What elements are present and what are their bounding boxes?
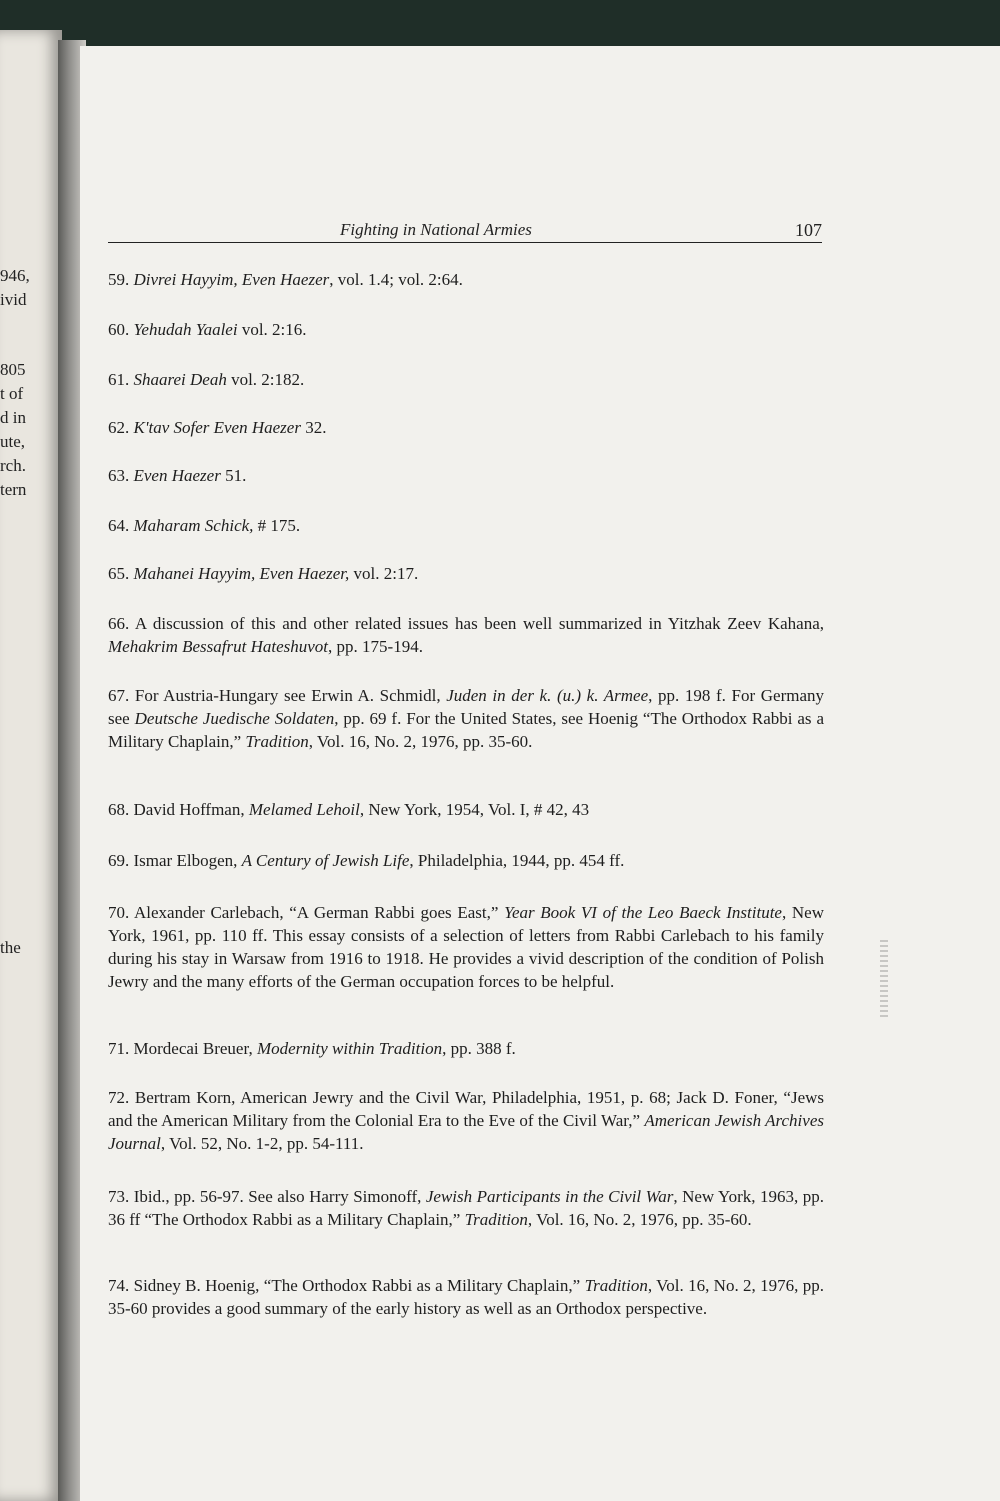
endnote-title: A Century of Jewish Life [241, 851, 410, 870]
endnote-number: 73. [108, 1187, 134, 1206]
endnote-text: 51. [220, 466, 247, 485]
endnote-number: 61. [108, 370, 134, 389]
endnote-text: David Hoffman, [133, 800, 249, 819]
endnote-text: , pp. 388 f. [442, 1039, 516, 1058]
endnote-text: Alexander Carlebach, “A German Rabbi goes East,” [133, 903, 505, 922]
endnote-text: , New York, 1963, pp. 36 ff “The Orthodox Rabbi as a Military Chaplain,” [108, 1187, 824, 1229]
endnote-text: , New York, 1954, Vol. I, # 42, 43 [359, 800, 590, 819]
endnote-text: , Vol. 16, No. 2, 1976, pp. 35-60. [308, 732, 533, 751]
endnote [108, 268, 824, 291]
endnote-text: , Philadelphia, 1944, pp. 454 ff. [409, 851, 625, 870]
facing-page-text: the [0, 938, 21, 957]
endnote-number: 67. [108, 686, 135, 705]
endnote [108, 612, 824, 658]
endnote [108, 514, 824, 537]
endnote-text: Sidney B. Hoenig, “The Orthodox Rabbi as a Military Chaplain,” [133, 1276, 585, 1295]
facing-page-text: t of [0, 384, 24, 403]
endnote-text: , pp. 69 f. For the United States, see Hoenig “The Orthodox Rabbi as a Military Chaplain,” [108, 709, 825, 751]
endnote-title: Yehudah Yaalei [133, 320, 238, 339]
endnote-text: A discussion of this and other related issues has been well summarized in Yitzhak Zeev Kahana, [134, 614, 824, 633]
endnote-title: Mahanei Hayyim, Even Haezer, [133, 564, 350, 583]
endnote-text: Ibid., pp. 56-97. See also Harry Simonoff, [133, 1187, 426, 1206]
endnote-title: K'tav Sofer Even Haezer [133, 418, 301, 437]
endnote [108, 416, 824, 439]
endnote-text: Bertram Korn, American Jewry and the Civil War, Philadelphia, 1951, p. 68; Jack D. Foner, “Jews and the American Military from the Colonial Era to the Eve of the Civil War,” [108, 1088, 825, 1130]
endnote [108, 798, 824, 821]
endnote-title: Tradition [584, 1276, 648, 1295]
page-edge-mark [880, 940, 888, 1020]
endnote-number: 59. [108, 270, 134, 289]
endnote-number: 70. [108, 903, 134, 922]
endnote-title: Tradition [464, 1210, 528, 1229]
endnote [108, 849, 824, 872]
endnote [108, 684, 824, 753]
endnote-text: , Vol. 16, No. 2, 1976, pp. 35-60 provides a good summary of the early history as well as an Orthodox perspective. [108, 1276, 825, 1318]
endnote [108, 1037, 824, 1060]
endnote [108, 1274, 824, 1320]
endnote-number: 74. [108, 1276, 134, 1295]
endnote-text: vol. 2:16. [237, 320, 307, 339]
endnote-number: 62. [108, 418, 134, 437]
endnote [108, 1086, 824, 1155]
endnote-text: , pp. 175-194. [328, 637, 423, 656]
endnote [108, 368, 824, 391]
endnote-number: 65. [108, 564, 134, 583]
endnote-text: , New York, 1961, pp. 110 ff. This essay consists of a selection of letters from Rabbi Carlebach to his family during his stay in Warsaw from 1916 to 1918. He provides a vivid description of the condition of Polish Jewry and the many efforts of the German occupation forces to be helpful. [108, 903, 824, 991]
endnote-title: Modernity within Tradition [256, 1039, 443, 1058]
endnote [108, 1185, 824, 1231]
endnote-text: vol. 2:182. [226, 370, 305, 389]
page-header [108, 220, 822, 243]
endnote-number: 71. [108, 1039, 134, 1058]
endnote-number: 68. [108, 800, 134, 819]
endnote [108, 901, 824, 993]
facing-page [0, 30, 62, 1501]
endnote-title: Mehakrim Bessafrut Hateshuvot [108, 637, 329, 656]
endnote-text: , Vol. 16, No. 2, 1976, pp. 35-60. [527, 1210, 752, 1229]
facing-page-text: 805 [0, 360, 26, 379]
endnote-title: Shaarei Deah [133, 370, 227, 389]
endnote [108, 562, 824, 585]
endnote [108, 464, 824, 487]
endnote-text: , pp. 198 f. For Germany see [108, 686, 825, 728]
endnote-number: 72. [108, 1088, 135, 1107]
facing-page-text: ute, [0, 432, 26, 451]
facing-page-text: tern [0, 480, 27, 499]
endnote-title: Juden in der k. (u.) k. Armee [446, 686, 649, 705]
endnote-title: Melamed Lehoil [248, 800, 360, 819]
endnote-text: , vol. 1.4; vol. 2:64. [329, 270, 463, 289]
facing-page-text: d in [0, 408, 26, 427]
endnote-number: 64. [108, 516, 134, 535]
endnote-text: For Austria-Hungary see Erwin A. Schmidl, [134, 686, 447, 705]
endnote-title: Jewish Participants in the Civil War [425, 1187, 674, 1206]
endnote-number: 63. [108, 466, 134, 485]
endnote-number: 69. [108, 851, 134, 870]
running-head: Fighting in National Armies [340, 220, 532, 239]
endnote-text: # 175. [253, 516, 301, 535]
facing-page-text: rch. [0, 456, 26, 475]
endnote-title: American Jewish Archives Journal [108, 1111, 824, 1153]
endnote [108, 318, 824, 341]
page-number: 107 [795, 220, 822, 240]
facing-page-text: 946, [0, 266, 30, 285]
endnote-title: Deutsche Juedische Soldaten [134, 709, 335, 728]
endnote-number: 60. [108, 320, 134, 339]
endnote-text: 32. [300, 418, 327, 437]
endnote-title: Maharam Schick, [133, 516, 254, 535]
endnote-text: vol. 2:17. [349, 564, 419, 583]
endnote-text: Mordecai Breuer, [133, 1039, 257, 1058]
endnote-number: 66. [108, 614, 135, 633]
endnote-title: Tradition [245, 732, 309, 751]
facing-page-text: ivid [0, 290, 27, 309]
endnote-title: Even Haezer [133, 466, 221, 485]
endnote-text: Ismar Elbogen, [133, 851, 242, 870]
endnote-title: Divrei Hayyim, Even Haezer [133, 270, 330, 289]
endnote-text: , Vol. 52, No. 1-2, pp. 54-111. [160, 1134, 364, 1153]
endnote-title: Year Book VI of the Leo Baeck Institute [504, 903, 782, 922]
